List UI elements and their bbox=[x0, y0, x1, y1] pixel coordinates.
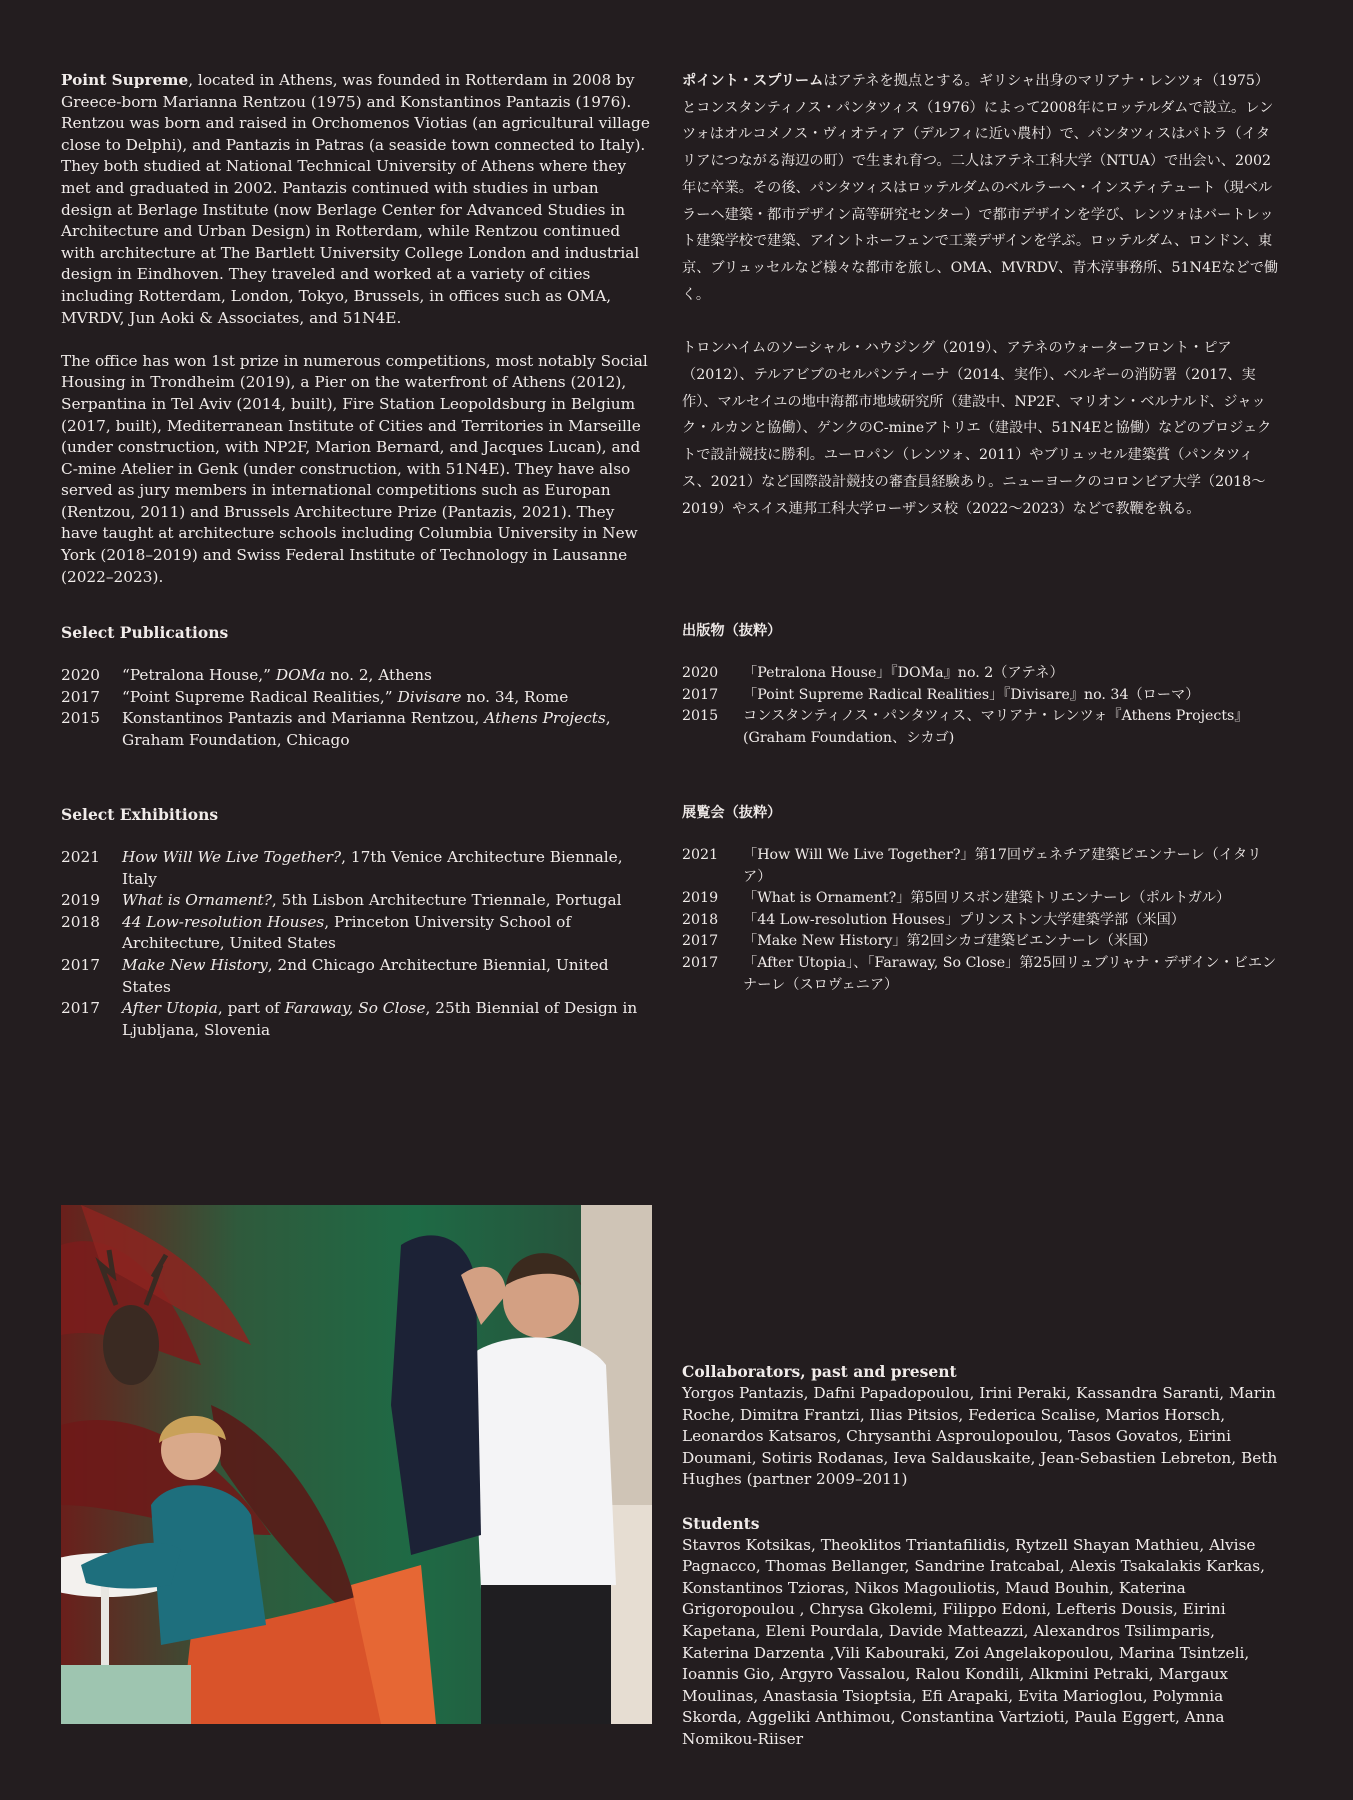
students-title: Students bbox=[682, 1513, 760, 1533]
credits bbox=[682, 1361, 1282, 1751]
year: 2019 bbox=[61, 891, 100, 910]
bio-en-paragraph-1 bbox=[61, 70, 653, 329]
publication-text: Konstantinos Pantazis and Marianna Rentzou, Athens Projects, Graham Foundation, Chicago bbox=[122, 709, 611, 749]
exhibition-text: 「What is Ornament?」第5回リスボン建築トリエンナーレ（ポルトガル） bbox=[743, 890, 1231, 907]
year: 2015 bbox=[682, 708, 719, 725]
exhibitions-title: Select Exhibitions bbox=[61, 805, 219, 824]
year: 2018 bbox=[682, 911, 719, 928]
founders-photo bbox=[61, 1205, 652, 1724]
publications-title-jp: 出版物（抜粋） bbox=[682, 623, 782, 639]
publication-text: コンスタンティノス・パンタツィス、マリアナ・レンツォ『Athens Projects』(Graham Foundation、シカゴ) bbox=[743, 708, 1249, 746]
exhibition-text: 「44 Low-resolution Houses」プリンストン大学建築学部（米国） bbox=[743, 911, 1185, 928]
year: 2019 bbox=[682, 890, 719, 907]
firm-name: Point Supreme bbox=[61, 71, 189, 89]
year: 2021 bbox=[682, 847, 719, 863]
exhibition-text: 「How Will We Live Together?」第17回ヴェネチア建築ビエンナーレ（イタリア） bbox=[743, 847, 1262, 885]
year: 2015 bbox=[61, 709, 100, 728]
list-item bbox=[61, 955, 653, 998]
list-item bbox=[61, 708, 653, 751]
list-item bbox=[61, 847, 653, 890]
list-item bbox=[682, 845, 1282, 888]
bio-en-paragraph-2: The office has won 1st prize in numerous competitions, most notably Social Housing in Trondheim (2019), a Pier on the waterfront of Athens (2012), Serpantina in Tel Aviv (2014, built), Fire Station Leopoldsburg in Belgium (2017, built), Mediterranean Institute of Cities and Territories in Marseille (under construction, with NP2F, Marion Bernard, and Jacques Lucan), and C-mine Atelier in Genk (under construction, with 51N4E). They have also served as jury members in international competitions such as Europan (Rentzou, 2011) and Brussels Architecture Prize (Pantazis, 2021). They have taught at architecture schools including Columbia University in New York (2018–2019) and Swiss Federal Institute of Technology in Lausanne (2022–2023). bbox=[61, 351, 648, 586]
year: 2017 bbox=[682, 933, 719, 950]
collaborators-list: Yorgos Pantazis, Dafni Papadopoulou, Irini Peraki, Kassandra Saranti, Marin Roche, Dimitra Frantzi, Ilias Pitsios, Federica Scalise, Marios Horsch, Leonardos Katsaros, Chrysanthi Asproulopoulou, Tasos Govatos, Eirini Doumani, Sotiris Rodanas, Ieva Saldauskaite, Jean-Sebastien Lebreton, Beth Hughes (partner 2009–2011) bbox=[682, 1384, 1278, 1489]
exhibition-text: Make New History, 2nd Chicago Architecture Biennial, United States bbox=[122, 955, 609, 996]
year: 2018 bbox=[61, 912, 100, 931]
collaborators-title: Collaborators, past and present bbox=[682, 1362, 957, 1381]
exhibition-text: 「After Utopia」、「Faraway, So Close」第25回リュブリャナ・デザイン・ビエンナーレ（スロヴェニア） bbox=[743, 954, 1277, 993]
bio-japanese bbox=[682, 68, 1282, 549]
publications-title: Select Publications bbox=[61, 623, 229, 642]
list-item bbox=[61, 665, 653, 687]
list-item bbox=[682, 685, 1282, 707]
bio-jp-paragraph-2: トロンハイムのソーシャル・ハウジング（2019）、アテネのウォーターフロント・ピア（2012）、テルアビブのセルパンティーナ（2014、実作）、ベルギーの消防署（2017、実作）、マルセイユの地中海都市地域研究所（建設中、NP2F、マリオン・ベルナルド、ジャック・ルカンと協働）、ゲンクのC-mineアトリエ（建設中、51N4Eと協働）などのプロジェクトで設計競技に勝利。ユーロパン（レンツォ、2011）やブリュッセル建築賞（パンタツィス、2021）など国際設計競技の審査員経験あり。ニューヨークのコロンビア大学（2018〜2019）やスイス連邦工科大学ローザンヌ校（2022〜2023）などで教鞭を執る。 bbox=[682, 340, 1272, 517]
exhibition-text: After Utopia, part of Faraway, So Close, 25th Biennial of Design in Ljubljana, Slovenia bbox=[122, 999, 638, 1039]
list-item bbox=[61, 912, 653, 955]
list-item bbox=[682, 931, 1282, 953]
bio-jp-p1-text: はアテネを拠点とする。ギリシャ出身のマリアナ・レンツォ（1975）とコンスタンティノス・パンタツィス（1976）によって2008年にロッテルダムで設立。レンツォはオルコメノス・ヴィオティア（デルフィに近い農村）で、パンタツィスはパトラ（イタリアにつながる海辺の町）で生まれ育つ。二人はアテネ工科大学（NTUA）で出会い、2002年に卒業。その後、パンタツィスはロッテルダムのベルラーヘ・インスティテュート（現ベルラーヘ建築・都市デザイン高等研究センター）で都市デザインを学び、レンツォはバートレット建築学校で建築、アイントホーフェンで工業デザインを学ぶ。ロッテルダム、ロンドン、東京、ブリュッセルなど様々な都市を旅し、OMA、MVRDV、青木淳事務所、51N4Eなどで働く。 bbox=[682, 73, 1279, 303]
exhibition-text: 44 Low-resolution Houses, Princeton University School of Architecture, United States bbox=[122, 912, 571, 953]
exhibition-text: How Will We Live Together?, 17th Venice Architecture Biennale, Italy bbox=[122, 848, 623, 888]
year: 2017 bbox=[682, 686, 719, 703]
firm-name-jp: ポイント・スプリーム bbox=[682, 73, 824, 89]
exhibitions-english bbox=[61, 804, 653, 1041]
exhibitions-japanese bbox=[682, 802, 1282, 996]
bio-english bbox=[61, 70, 653, 610]
year: 2021 bbox=[61, 848, 100, 866]
year: 2017 bbox=[61, 687, 100, 706]
list-item bbox=[682, 953, 1282, 996]
year: 2020 bbox=[682, 665, 719, 681]
bio-jp-paragraph-1 bbox=[682, 68, 1282, 308]
list-item bbox=[682, 663, 1282, 685]
exhibitions-title-jp: 展覧会（抜粋） bbox=[682, 805, 782, 821]
year: 2020 bbox=[61, 666, 100, 684]
publication-text: “Petralona House,” DOMa no. 2, Athens bbox=[122, 666, 432, 684]
publication-text: 「Point Supreme Radical Realities」『Divisare』no. 34（ローマ） bbox=[743, 686, 1200, 703]
publication-text: 「Petralona House」『DOMa』no. 2（アテネ） bbox=[743, 665, 1064, 681]
bio-en-p1-text: , located in Athens, was founded in Rotterdam in 2008 by Greece-born Marianna Rentzou (1975) and Konstantinos Pantazis (1976). Rentzou was born and raised in Orchomenos Viotias (an agricultural village close to Delphi), and Pantazis in Patras (a seaside town connected to Italy). They both studied at National Technical University of Athens where they met and graduated in 2002. Pantazis continued with studies in urban design at Berlage Institute (now Berlage Center for Advanced Studies in Architecture and Urban Design) in Rotterdam, while Rentzou continued with architecture at The Bartlett University College London and industrial design in Eindhoven. They traveled and worked at a variety of cities including Rotterdam, London, Tokyo, Brussels, in offices such as OMA, MVRDV, Jun Aoki & Associates, and 51N4E. bbox=[61, 71, 650, 327]
year: 2017 bbox=[61, 955, 100, 974]
year: 2017 bbox=[61, 999, 100, 1018]
publications-japanese bbox=[682, 620, 1282, 749]
list-item bbox=[682, 910, 1282, 932]
list-item bbox=[61, 998, 653, 1041]
list-item bbox=[61, 687, 653, 709]
list-item bbox=[682, 888, 1282, 910]
exhibition-text: What is Ornament?, 5th Lisbon Architecture Triennale, Portugal bbox=[122, 891, 622, 910]
exhibition-text: 「Make New History」第2回シカゴ建築ビエンナーレ（米国） bbox=[743, 933, 1157, 950]
publication-text: “Point Supreme Radical Realities,” Divisare no. 34, Rome bbox=[122, 687, 569, 706]
year: 2017 bbox=[682, 954, 719, 971]
publications-english bbox=[61, 622, 653, 751]
list-item bbox=[682, 706, 1282, 749]
list-item bbox=[61, 890, 653, 912]
students-list: Stavros Kotsikas, Theoklitos Triantafilidis, Rytzell Shayan Mathieu, Alvise Pagnacco, Thomas Bellanger, Sandrine Iratcabal, Alexis Tsakalakis Karkas, Konstantinos Tzioras, Nikos Magouliotis, Maud Bouhin, Katerina Grigoropoulou , Chrysa Gkolemi, Filippo Edoni, Lefteris Dousis, Eirini Kapetana, Eleni Pourdala, Davide Matteazzi, Alexandros Tsilimparis, Katerina Darzenta ,Vili Kabouraki, Zoi Angelakopoulou, Marina Tsintzeli, Ioannis Gio, Argyro Vassalou, Ralou Kondili, Alkmini Petraki, Margaux Moulinas, Anastasia Tsioptsia, Efi Arapaki, Evita Marioglou, Polymnia Skorda, Aggeliki Anthimou, Constantina Vartzioti, Paula Eggert, Anna Nomikou-Riiser bbox=[682, 1535, 1265, 1748]
